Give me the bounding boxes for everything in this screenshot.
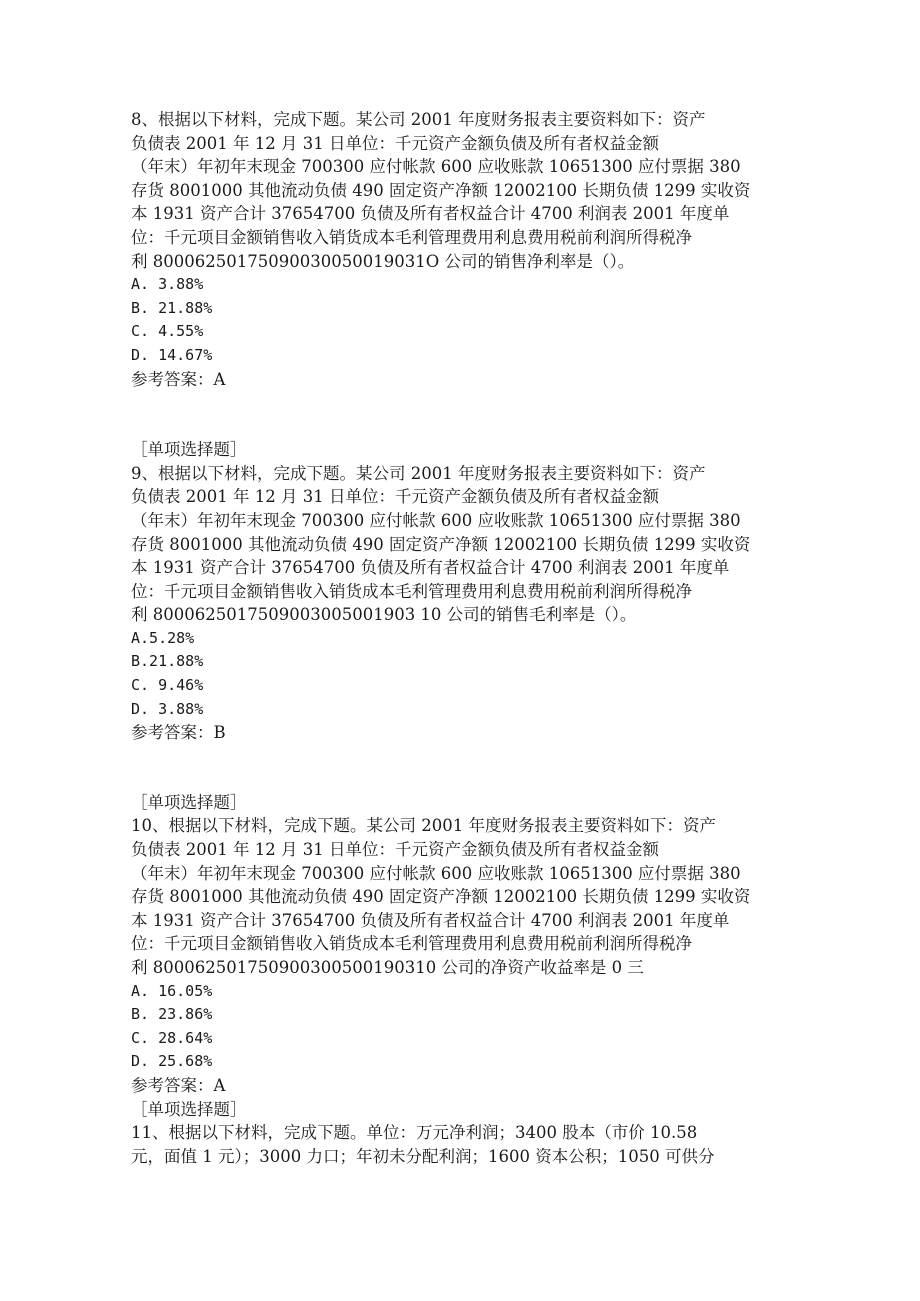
question-text-line: 位：千元项目金额销售收入销货成本毛利管理费用利息费用税前利润所得税净 — [131, 227, 692, 247]
spacer — [131, 745, 781, 791]
option-b: B. 23.86% — [131, 1005, 213, 1024]
question-text-line: 利 800062501750900300500190310 公司的净资产收益率是 0 三 — [131, 958, 644, 977]
question-text-line: 11、根据以下材料，完成下题。单位：万元净利润；3400 股本（市价 10.58 — [131, 1123, 698, 1143]
option-d: D. 3.88% — [131, 699, 204, 718]
option-a: A. 16.05% — [131, 981, 213, 1000]
question-text-line: 10、根据以下材料，完成下题。某公司 2001 年度财务报表主要资料如下：资产 — [131, 816, 716, 836]
option-a: A. 3.88% — [131, 275, 204, 294]
option-d: D. 14.67% — [131, 345, 213, 364]
question-text-line: 利 80006250175090030050019031O 公司的销售净利率是（）。 — [131, 251, 635, 271]
option-d: D. 25.68% — [131, 1052, 213, 1071]
option-c: C. 9.46% — [131, 676, 204, 695]
question-text-line: （年末）年初年末现金 700300 应付帐款 600 应收账款 10651300 应付票据 380 — [131, 157, 741, 177]
answer-line: 参考答案：A — [131, 369, 226, 389]
option-a: A.5.28% — [131, 628, 195, 647]
question-text-line: 负债表 2001 年 12 月 31 日单位：千元资产金额负债及所有者权益金额 — [131, 840, 659, 860]
question-9 — [131, 438, 781, 745]
question-text-line: 位：千元项目金额销售收入销货成本毛利管理费用利息费用税前利润所得税净 — [131, 581, 692, 601]
question-text-line: 负债表 2001 年 12 月 31 日单位：千元资产金额负债及所有者权益金额 — [131, 133, 659, 153]
question-text-line: 本 1931 资产合计 37654700 负债及所有者权益合计 4700 利润表 2001 年度单 — [131, 558, 730, 578]
question-11 — [131, 1098, 781, 1169]
question-text-line: 8、根据以下材料，完成下题。某公司 2001 年度财务报表主要资料如下：资产 — [131, 110, 706, 129]
answer-line: 参考答案：A — [131, 1075, 226, 1095]
question-text-line: 存货 8001000 其他流动负债 490 固定资产净额 12002100 长期负债 1299 实收资 — [131, 887, 751, 907]
question-8 — [131, 108, 781, 391]
option-c: C. 4.55% — [131, 322, 204, 341]
spacer — [131, 391, 781, 438]
question-text-line: 9、根据以下材料，完成下题。某公司 2001 年度财务报表主要资料如下：资产 — [131, 463, 706, 483]
question-text-line: 元，面值 1 元）；3000 力口；年初未分配利润；1600 资本公积；1050 可供分 — [131, 1146, 715, 1166]
question-type-label: ［单项选择题］ — [131, 792, 247, 812]
answer-line: 参考答案：B — [131, 723, 226, 743]
question-text-line: （年末）年初年末现金 700300 应付帐款 600 应收账款 10651300 应付票据 380 — [131, 863, 741, 883]
question-10 — [131, 791, 781, 1098]
document-page — [131, 108, 781, 1168]
question-type-label: ［单项选择题］ — [131, 1099, 247, 1119]
question-text-line: （年末）年初年末现金 700300 应付帐款 600 应收账款 10651300 应付票据 380 — [131, 510, 741, 530]
option-c: C. 28.64% — [131, 1028, 213, 1047]
question-text-line: 本 1931 资产合计 37654700 负债及所有者权益合计 4700 利润表 2001 年度单 — [131, 910, 730, 930]
option-b: B.21.88% — [131, 652, 204, 671]
question-text-line: 存货 8001000 其他流动负债 490 固定资产净额 12002100 长期负债 1299 实收资 — [131, 180, 751, 200]
question-text-line: 利 8000625017509003005001903 10 公司的销售毛利率是（）。 — [131, 605, 637, 625]
question-text-line: 位：千元项目金额销售收入销货成本毛利管理费用利息费用税前利润所得税净 — [131, 934, 692, 954]
question-text-line: 存货 8001000 其他流动负债 490 固定资产净额 12002100 长期负债 1299 实收资 — [131, 534, 751, 554]
question-text-line: 本 1931 资产合计 37654700 负债及所有者权益合计 4700 利润表 2001 年度单 — [131, 204, 730, 224]
question-text-line: 负债表 2001 年 12 月 31 日单位：千元资产金额负债及所有者权益金额 — [131, 487, 659, 507]
option-b: B. 21.88% — [131, 298, 213, 317]
question-type-label: ［单项选择题］ — [131, 440, 247, 460]
